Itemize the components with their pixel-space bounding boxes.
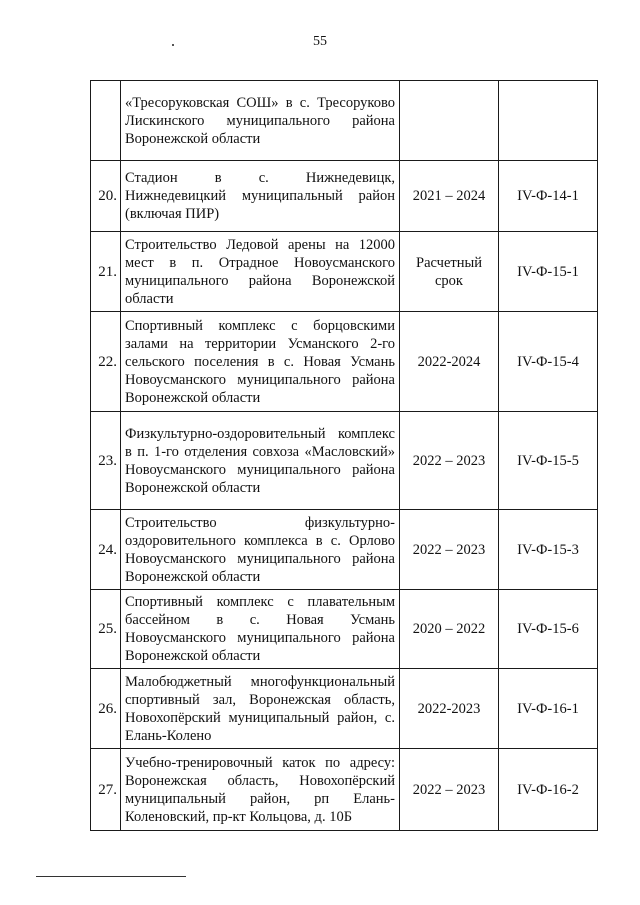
scan-speck [172,44,174,46]
implementation-term: 2021 – 2024 [400,161,499,232]
table-row [91,232,598,312]
facilities-table [90,80,598,831]
facility-code: IV-Ф-15-5 [499,412,598,510]
facility-name: Спортивный комплекс с борцовскими залами на территории Усманского 2-го сельского поселения в с. Новая Усмань Новоусманского муниципального района Воронежской области [121,312,400,412]
row-number: 21. [91,232,121,312]
table-row [91,81,598,161]
facility-name: Спортивный комплекс с плавательным бассейном в с. Новая Усмань Новоусманского муниципального района Воронежской области [121,590,400,669]
page-number: 55 [313,34,327,49]
implementation-term: 2022-2024 [400,312,499,412]
facility-code: IV-Ф-15-1 [499,232,598,312]
facility-code: IV-Ф-15-6 [499,590,598,669]
row-number [91,81,121,161]
facility-code: IV-Ф-16-2 [499,749,598,831]
row-number: 25. [91,590,121,669]
facility-name: «Тресоруковская СОШ» в с. Тресоруково Лискинского муниципального района Воронежской области [121,81,400,161]
facility-name: Малобюджетный многофункциональный спортивный зал, Воронежская область, Новохопёрский муниципальный район, с. Елань-Колено [121,669,400,749]
facility-name: Стадион в с. Нижнедевицк, Нижнедевицкий муниципальный район (включая ПИР) [121,161,400,232]
row-number: 22. [91,312,121,412]
row-number: 24. [91,510,121,590]
footer-divider [36,876,186,877]
facility-code: IV-Ф-15-4 [499,312,598,412]
table-row [91,749,598,831]
row-number: 20. [91,161,121,232]
facility-code: IV-Ф-14-1 [499,161,598,232]
row-number: 23. [91,412,121,510]
facility-code: IV-Ф-16-1 [499,669,598,749]
row-number: 27. [91,749,121,831]
table-row [91,669,598,749]
facility-code [499,81,598,161]
implementation-term: 2022-2023 [400,669,499,749]
table-row [91,412,598,510]
implementation-term: 2022 – 2023 [400,749,499,831]
facility-name: Учебно-тренировочный каток по адресу: Воронежская область, Новохопёрский муниципальный район, рп Елань-Коленовский, пр-кт Кольцова, д. 10Б [121,749,400,831]
facility-code: IV-Ф-15-3 [499,510,598,590]
table-row [91,590,598,669]
facility-name: Строительство физкультурно-оздоровительного комплекса в с. Орлово Новоусманского муниципального района Воронежской области [121,510,400,590]
implementation-term: 2020 – 2022 [400,590,499,669]
table-row [91,161,598,232]
facility-name: Физкультурно-оздоровительный комплекс в п. 1-го отделения совхоза «Масловский» Новоусманского муниципального района Воронежской области [121,412,400,510]
implementation-term: 2022 – 2023 [400,412,499,510]
implementation-term: Расчетный срок [400,232,499,312]
table-row [91,312,598,412]
row-number: 26. [91,669,121,749]
implementation-term: 2022 – 2023 [400,510,499,590]
facility-name: Строительство Ледовой арены на 12000 мест в п. Отрадное Новоусманского муниципального района Воронежской области [121,232,400,312]
implementation-term [400,81,499,161]
table-row [91,510,598,590]
